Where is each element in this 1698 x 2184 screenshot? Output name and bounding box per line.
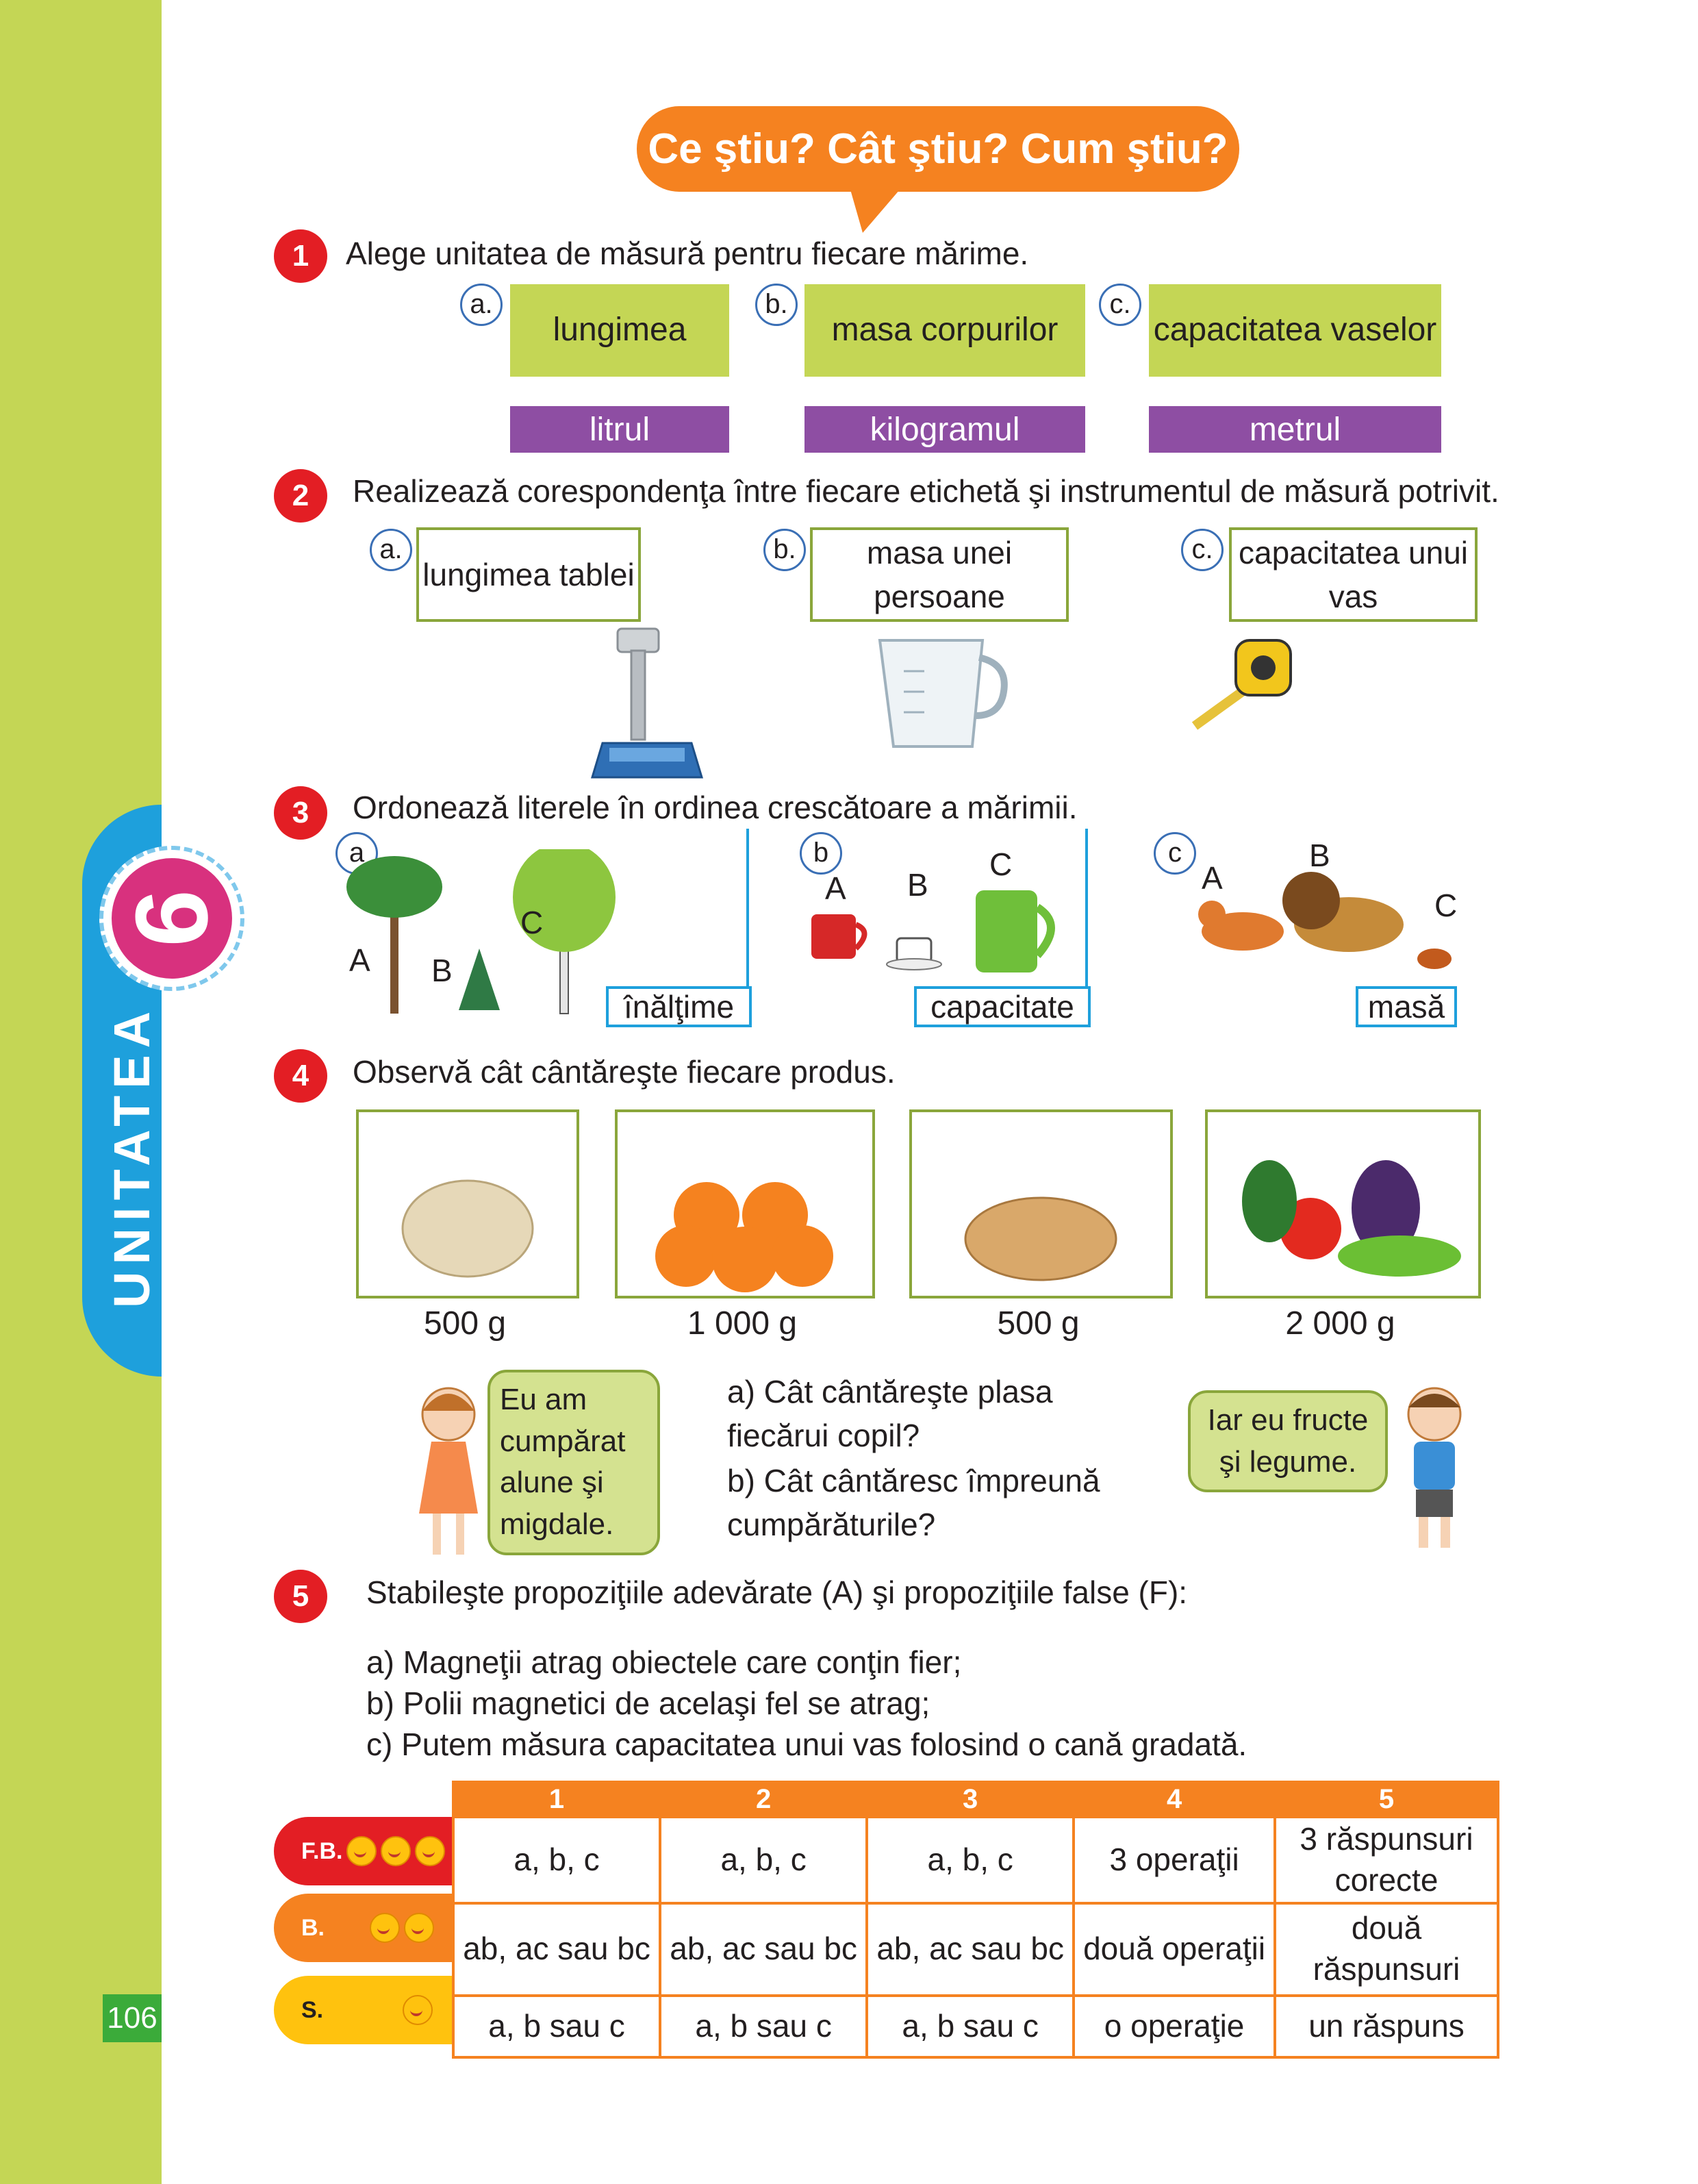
ex3b-label-b: B xyxy=(907,867,928,903)
product-vegetables xyxy=(1205,1109,1481,1298)
ex3c-label-c: C xyxy=(1434,888,1458,923)
ex1-unit-litre[interactable]: litrul xyxy=(510,406,729,453)
exercise-3-number: 3 xyxy=(274,786,327,840)
cups-illustration xyxy=(808,883,1068,976)
ex3a-label-b: B xyxy=(431,953,453,988)
weight-nuts: 500 g xyxy=(423,1305,507,1342)
score-cell: a, b sau c xyxy=(453,1996,660,2057)
ex5-statement-b: b) Polii magnetici de acelaşi fel se atrag; xyxy=(366,1685,930,1721)
score-cell: două operaţii xyxy=(1074,1903,1275,1996)
score-row-b xyxy=(453,1903,1498,1996)
ex1-quantity-c: capacitatea vaselor xyxy=(1149,284,1441,377)
score-table xyxy=(452,1781,1499,2059)
tape-measure-icon[interactable] xyxy=(1181,633,1297,736)
ex3b-label-c: C xyxy=(989,846,1013,882)
ex3c-label-b: B xyxy=(1309,838,1330,873)
ex2-letter-b: b. xyxy=(763,529,806,571)
score-cell: 3 răspunsuri corecte xyxy=(1275,1817,1498,1903)
smiley-icon xyxy=(370,1913,400,1943)
score-cell: 3 operaţii xyxy=(1074,1817,1275,1903)
ex2-label-c[interactable]: capacitatea unui vas xyxy=(1229,527,1478,622)
boy-illustration xyxy=(1390,1383,1479,1555)
score-header-1: 1 xyxy=(453,1782,660,1817)
score-cell: ab, ac sau bc xyxy=(660,1903,867,1996)
girl-illustration xyxy=(411,1383,486,1561)
score-cell: un răspuns xyxy=(1275,1996,1498,2057)
score-header-4: 4 xyxy=(1074,1782,1275,1817)
page-title: Ce ştiu? Cât ştiu? Cum ştiu? xyxy=(637,106,1239,192)
exercise-5-number: 5 xyxy=(274,1570,327,1623)
smiley-icon xyxy=(404,1913,434,1943)
ex3-letter-a: a xyxy=(335,832,378,875)
ex1-quantity-b: masa corpurilor xyxy=(804,284,1085,377)
girl-speech-bubble: Eu am cumpărat alune şi migdale. xyxy=(487,1370,660,1555)
score-label-s: S. xyxy=(301,1996,324,2023)
exercise-4-instruction: Observă cât cântăreşte fiecare produs. xyxy=(353,1054,896,1090)
score-cell: două răspunsuri xyxy=(1275,1903,1498,1996)
score-cell: a, b sau c xyxy=(867,1996,1074,2057)
ex2-letter-a: a. xyxy=(370,529,412,571)
score-row-fb xyxy=(453,1817,1498,1903)
exercise-5-instruction: Stabileşte propoziţiile adevărate (A) şi propoziţiile false (F): xyxy=(366,1574,1188,1610)
score-cell: a, b, c xyxy=(867,1817,1074,1903)
weight-vegetables: 2 000 g xyxy=(1285,1305,1395,1342)
score-cell: a, b, c xyxy=(453,1817,660,1903)
score-header-2: 2 xyxy=(660,1782,867,1817)
exercise-4-number: 4 xyxy=(274,1049,327,1103)
product-oranges xyxy=(615,1109,875,1298)
ex1-unit-kilogram[interactable]: kilogramul xyxy=(804,406,1085,453)
ex2-label-a[interactable]: lungimea tablei xyxy=(416,527,641,622)
score-cell: a, b, c xyxy=(660,1817,867,1903)
exercise-3-instruction: Ordonează literele în ordinea crescătoare a mărimii. xyxy=(353,790,1078,825)
score-cell: a, b sau c xyxy=(660,1996,867,2057)
ex4-question-b: b) Cât cântăresc împreună cumpărăturile? xyxy=(727,1463,1100,1543)
score-cell: o operaţie xyxy=(1074,1996,1275,2057)
score-header-3: 3 xyxy=(867,1782,1074,1817)
ex2-letter-c: c. xyxy=(1181,529,1224,571)
ex1-quantity-a: lungimea xyxy=(510,284,729,377)
unit-label: UNITATEA xyxy=(103,1004,160,1308)
score-cell: ab, ac sau bc xyxy=(453,1903,660,1996)
title-bubble-tail xyxy=(849,185,904,233)
ex3b-tag: capacitate xyxy=(914,986,1091,1027)
ex4-question-a: a) Cât cântăreşte plasa fiecărui copil? xyxy=(727,1374,1053,1454)
smiley-icon xyxy=(415,1836,445,1866)
scale-icon[interactable] xyxy=(589,623,705,784)
score-header-5: 5 xyxy=(1275,1782,1498,1817)
ex3b-label-a: A xyxy=(825,870,846,906)
ex3a-label-a: A xyxy=(349,942,370,978)
smiley-icon xyxy=(403,1995,433,2025)
ex3c-tag: masă xyxy=(1356,986,1457,1027)
measuring-jug-icon[interactable] xyxy=(870,630,1013,753)
smiley-icon xyxy=(346,1836,377,1866)
ex5-statement-c: c) Putem măsura capacitatea unui vas folosind o cană gradată. xyxy=(366,1727,1247,1762)
ex3a-tag: înălţime xyxy=(606,986,752,1027)
exercise-2-instruction: Realizează corespondenţa între fiecare etichetă şi instrumentul de măsură potrivit. xyxy=(353,473,1499,509)
animals-illustration xyxy=(1195,849,1469,979)
score-cell: ab, ac sau bc xyxy=(867,1903,1074,1996)
ex3c-label-a: A xyxy=(1202,860,1223,896)
ex3-letter-b: b xyxy=(800,832,842,875)
product-nuts xyxy=(356,1109,579,1298)
weight-oranges: 1 000 g xyxy=(687,1305,798,1342)
page-number: 106 xyxy=(103,1994,162,2042)
score-label-b: B. xyxy=(301,1914,325,1941)
ex3-letter-c: c xyxy=(1154,832,1196,875)
ex3a-label-c: C xyxy=(520,905,544,940)
exercise-1-instruction: Alege unitatea de măsură pentru fiecare mărime. xyxy=(346,236,1029,271)
score-row-s xyxy=(453,1996,1498,2057)
ex2-label-b[interactable]: masa unei persoane xyxy=(810,527,1069,622)
exercise-2-number: 2 xyxy=(274,469,327,523)
ex1-unit-metre[interactable]: metrul xyxy=(1149,406,1441,453)
weight-almonds: 500 g xyxy=(997,1305,1080,1342)
score-row-label-s xyxy=(274,1976,453,2044)
score-header-row xyxy=(453,1782,1498,1817)
unit-number: 9 xyxy=(114,890,229,947)
boy-speech-bubble: Iar eu fructe şi legume. xyxy=(1188,1390,1388,1492)
ex1-letter-b: b. xyxy=(755,284,798,326)
score-row-label-fb xyxy=(274,1817,453,1885)
ex1-letter-c: c. xyxy=(1099,284,1141,326)
score-row-label-b xyxy=(274,1894,453,1962)
exercise-1-number: 1 xyxy=(274,229,327,283)
ex1-letter-a: a. xyxy=(460,284,503,326)
ex5-statement-a: a) Magneţii atrag obiectele care conţin fier; xyxy=(366,1644,962,1680)
smiley-icon xyxy=(381,1836,411,1866)
score-label-fb: F.B. xyxy=(301,1837,343,1864)
product-almonds xyxy=(909,1109,1173,1298)
